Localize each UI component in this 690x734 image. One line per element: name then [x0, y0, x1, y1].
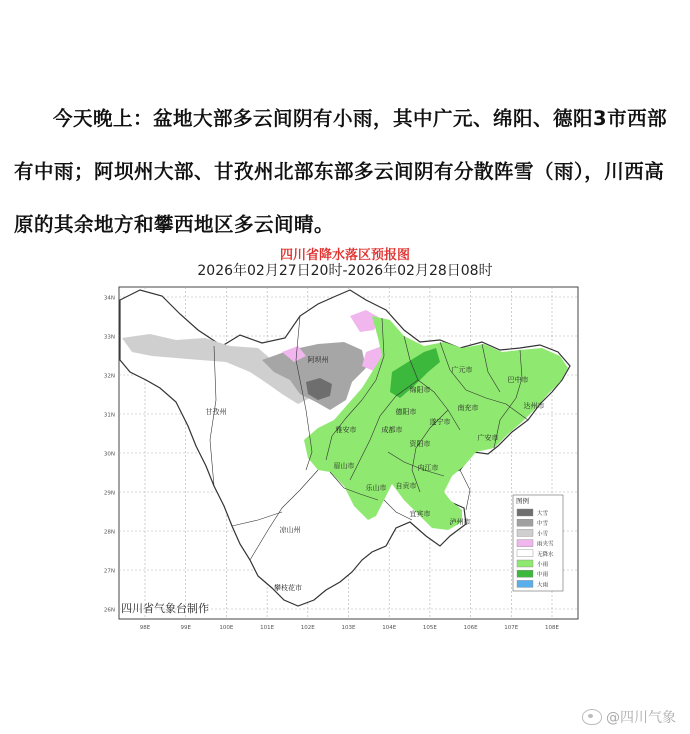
lat-tick-label: 30N — [103, 451, 115, 458]
lon-tick-label: 107E — [504, 625, 519, 631]
legend-label: 雨夹雪 — [537, 541, 554, 548]
city-label: 德阳市 — [395, 408, 417, 416]
legend-label: 中雨 — [537, 572, 549, 579]
legend-title: 图例 — [516, 497, 529, 505]
city-label: 遂宁市 — [429, 418, 451, 426]
map-title: 四川省降水落区预报图 — [279, 248, 410, 263]
weibo-logo-icon — [582, 709, 602, 725]
lon-tick-label: 104E — [382, 625, 397, 631]
watermark-text: @四川气象 — [606, 710, 676, 726]
map-legend — [513, 495, 563, 591]
city-label: 广安市 — [477, 434, 499, 442]
lon-tick-label: 100E — [219, 625, 234, 631]
city-label: 广元市 — [451, 366, 473, 374]
city-label: 达州市 — [523, 402, 545, 410]
lat-tick-label: 27N — [103, 568, 115, 575]
lon-tick-label: 106E — [463, 625, 478, 631]
city-label: 巴中市 — [507, 376, 529, 384]
legend-label: 无降水 — [537, 551, 554, 558]
city-label: 自贡市 — [395, 482, 417, 490]
city-label: 攀枝花市 — [274, 584, 302, 592]
lon-tick-label: 101E — [260, 625, 275, 631]
lon-axis — [140, 625, 560, 631]
city-label: 甘孜州 — [205, 408, 227, 416]
legend-swatch — [517, 560, 533, 567]
city-label: 南充市 — [457, 404, 479, 412]
lat-tick-label: 26N — [103, 607, 115, 614]
city-label: 乐山市 — [365, 484, 387, 492]
lat-tick-label: 31N — [103, 412, 115, 419]
legend-swatch — [517, 580, 533, 587]
city-label: 内江市 — [417, 464, 439, 472]
lat-tick-label: 34N — [103, 295, 115, 302]
lat-axis — [104, 296, 115, 614]
legend-label: 小雨 — [537, 562, 549, 568]
map-subtitle: 2026年02月27日20时-2026年02月28日08时 — [197, 263, 493, 279]
lon-tick-label: 108E — [545, 625, 559, 631]
legend-label: 中雪 — [537, 521, 549, 528]
lat-tick-label: 32N — [103, 373, 115, 380]
lon-tick-label: 98E — [139, 625, 151, 631]
city-label: 资阳市 — [409, 440, 431, 448]
lon-tick-label: 99E — [180, 625, 191, 631]
legend-label: 大雨 — [537, 582, 549, 589]
legend-label: 小雪 — [537, 531, 549, 538]
legend-swatch — [517, 540, 533, 547]
legend-swatch — [517, 519, 533, 526]
legend-swatch — [517, 509, 533, 516]
legend-label: 大雪 — [537, 511, 549, 517]
watermark — [582, 707, 676, 727]
city-label: 宜宾市 — [409, 510, 431, 518]
legend-swatch — [517, 550, 533, 557]
city-label: 绵阳市 — [409, 386, 431, 394]
city-label: 阿坝州 — [307, 356, 329, 364]
city-label: 泸州市 — [449, 518, 471, 526]
lat-tick-label: 33N — [103, 334, 115, 341]
legend-swatch — [517, 570, 533, 577]
lat-tick-label: 28N — [103, 529, 115, 536]
lat-tick-label: 29N — [103, 490, 115, 497]
city-label: 雅安市 — [335, 426, 357, 434]
legend-swatch — [517, 529, 533, 536]
city-label: 凉山州 — [279, 526, 301, 534]
forecast-paragraph: 今天晚上：盆地大部多云间阴有小雨，其中广元、绵阳、德阳3市西部有中雨；阿坝州大部、甘孜州北部东部多云间阴有分散阵雪（雨），川西高原的其余地方和攀西地区多云间晴。 — [14, 107, 668, 236]
city-label: 眉山市 — [333, 462, 355, 470]
map-credit: 四川省气象台制作 — [121, 602, 209, 615]
lon-tick-label: 105E — [422, 625, 437, 631]
lon-tick-label: 103E — [341, 625, 356, 631]
city-label: 成都市 — [381, 426, 403, 434]
lon-tick-label: 102E — [300, 625, 315, 631]
